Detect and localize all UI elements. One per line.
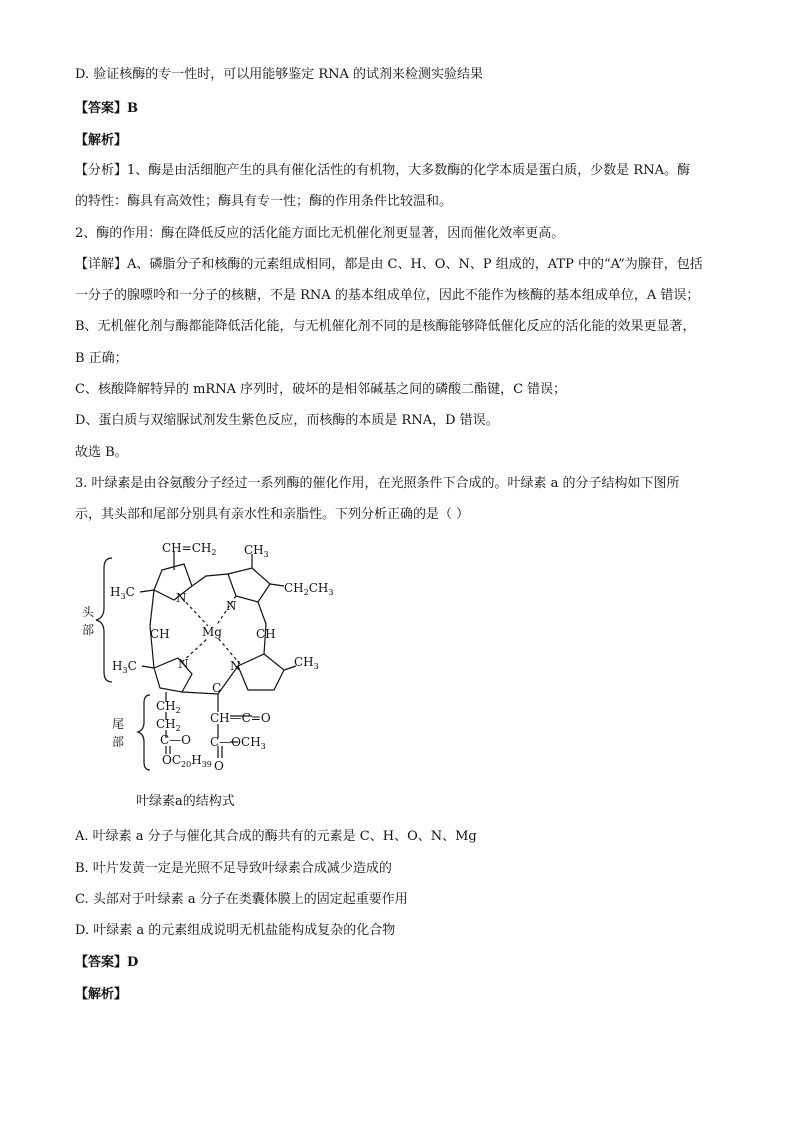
tail-phytyl: $OC_{20}H_{39}$ bbox=[162, 753, 212, 769]
detail-line-6: D、蛋白质与双缩脲试剂发生紫色反应，而核酶的本质是 RNA，D 错误。 bbox=[75, 413, 499, 428]
head-label-1: 头 bbox=[82, 605, 95, 619]
question-3-line-1: 3. 叶绿素是由谷氨酸分子经过一系列酶的催化作用，在光照条件下合成的。叶绿素 a 的分子结构如下图所 bbox=[75, 476, 680, 491]
methyl-ring3: $CH_3$ bbox=[294, 655, 319, 671]
nitrogen-3: N bbox=[230, 659, 241, 673]
analysis-line-2: 的特性：酶具有高效性；酶具有专一性；酶的作用条件比较温和。 bbox=[75, 194, 453, 209]
detail-line-2: 一分子的腺嘌呤和一分子的核糖，不是 RNA 的基本组成单位，因此不能作为核酶的基本组成单位，A 错误； bbox=[75, 288, 700, 303]
figure-caption: 叶绿素a的结构式 bbox=[136, 794, 235, 809]
vinyl-group: $CH=CH_2$ bbox=[162, 541, 217, 557]
methyl-ring4: $H_3C$ bbox=[112, 659, 137, 675]
option-a: A. 叶绿素 a 分子与催化其合成的酶共有的元素是 C、H、O、N、Mg bbox=[75, 829, 477, 844]
tail-label-1: 尾 bbox=[112, 717, 125, 731]
nitrogen-2: N bbox=[226, 599, 237, 613]
meso-ch-left: CH bbox=[150, 627, 170, 641]
bridge-carbon: C bbox=[212, 681, 222, 695]
nitrogen-1: N bbox=[176, 591, 187, 605]
chlorophyll-structure-figure bbox=[70, 540, 390, 810]
question-3-line-2: 示，其头部和尾部分别具有亲水性和亲脂性。下列分析正确的是（ ） bbox=[75, 507, 470, 522]
ketone-group: CH—C=O bbox=[210, 711, 271, 725]
methyl-ring2: $CH_3$ bbox=[244, 543, 269, 559]
detail-line-5: C、核酸降解特异的 mRNA 序列时，破坏的是相邻碱基之间的磷酸二酯键，C 错误； bbox=[75, 382, 567, 397]
nitrogen-4: N bbox=[178, 657, 189, 671]
conclusion-line: 故选 B。 bbox=[75, 445, 128, 460]
tail-carbonyl: C—O bbox=[160, 733, 192, 747]
option-d-previous: D. 验证核酶的专一性时，可以用能够鉴定 RNA 的试剂来检测实验结果 bbox=[75, 67, 484, 82]
analysis-label-2: 【解析】 bbox=[75, 987, 128, 1002]
analysis-line-1: 【分析】1、酶是由活细胞产生的具有催化活性的有机物，大多数酶的化学本质是蛋白质，少数是 RNA。酶 bbox=[75, 163, 690, 178]
option-d: D. 叶绿素 a 的元素组成说明无机盐能构成复杂的化合物 bbox=[75, 923, 396, 938]
detail-line-1: 【详解】A、磷脂分子和核酶的元素组成相同，都是由 C、H、O、N、P 组成的，ATP 中的“A”为腺苷，包括 bbox=[75, 257, 703, 272]
tail-label-2: 部 bbox=[112, 735, 125, 749]
head-label-2: 部 bbox=[82, 623, 95, 637]
answer-label-2: 【答案】D bbox=[75, 955, 139, 970]
ester-oxygen: O bbox=[214, 759, 224, 773]
detail-line-3: B、无机催化剂与酶都能降低活化能，与无机催化剂不同的是核酶能够降低催化反应的活化能的效果更显著， bbox=[75, 319, 696, 334]
detail-line-4: B 正确； bbox=[75, 351, 128, 366]
analysis-line-3: 2、酶的作用：酶在降低反应的活化能方面比无机催化剂更显著，因而催化效率更高。 bbox=[75, 226, 565, 241]
ester-group: $C—OCH_3$ bbox=[210, 735, 266, 751]
ethyl-group: $CH_2CH_3$ bbox=[284, 581, 334, 597]
magnesium-center: Mg bbox=[202, 625, 222, 639]
meso-ch-right: CH bbox=[256, 627, 276, 641]
tail-ch2-1: $CH_2$ bbox=[156, 699, 181, 715]
methyl-ring1: $H_3C$ bbox=[110, 585, 135, 601]
option-b: B. 叶片发黄一定是光照不足导致叶绿素合成减少造成的 bbox=[75, 861, 392, 876]
option-c: C. 头部对于叶绿素 a 分子在类囊体膜上的固定起重要作用 bbox=[75, 892, 408, 907]
analysis-label: 【解析】 bbox=[75, 133, 128, 148]
tail-ch2-2: $CH_2$ bbox=[156, 717, 181, 733]
answer-label: 【答案】B bbox=[75, 101, 138, 116]
